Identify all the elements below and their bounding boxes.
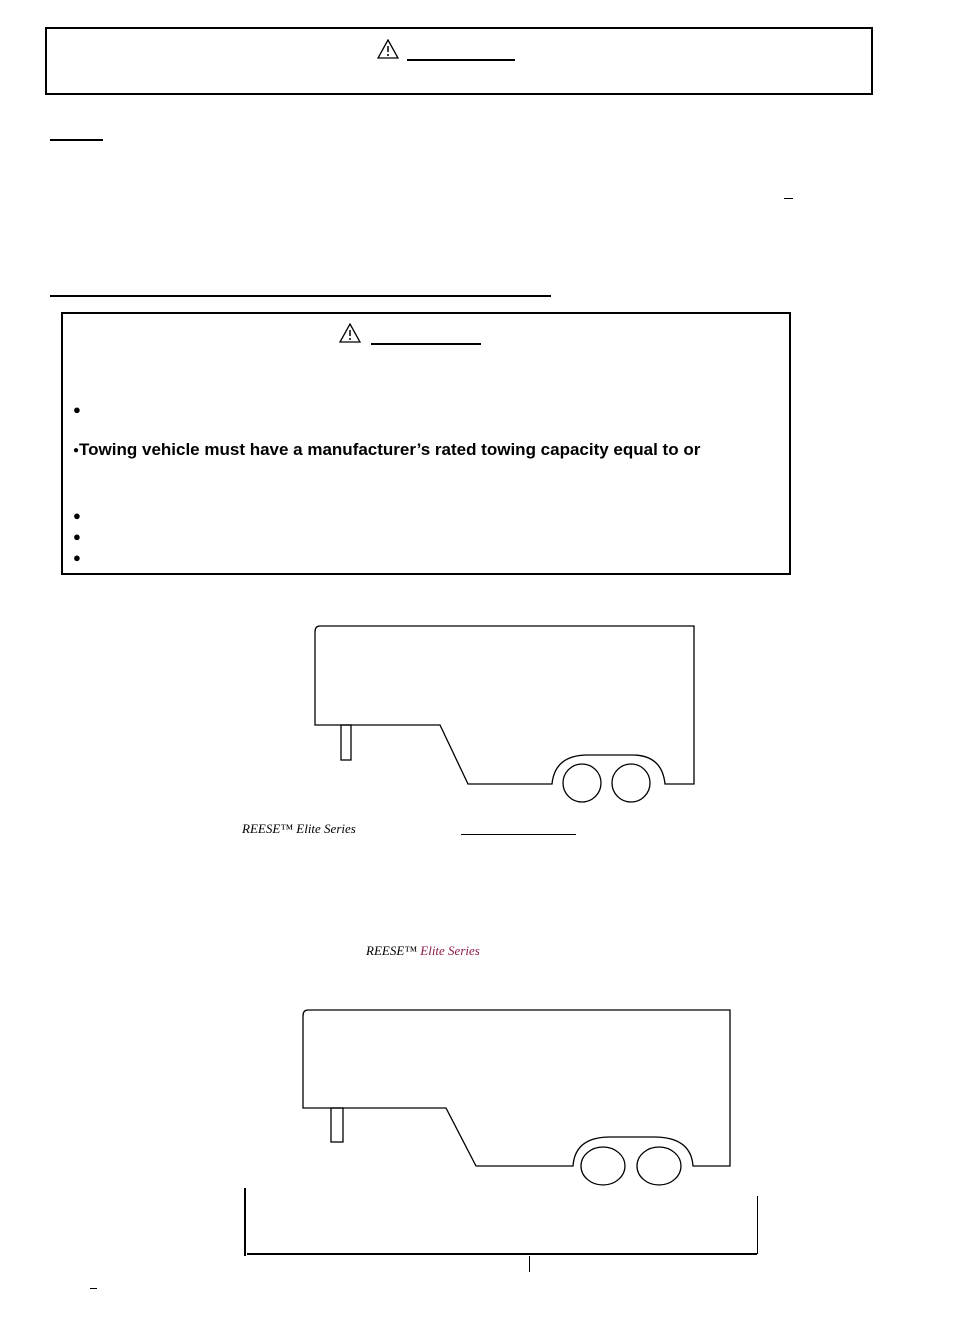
dimension-bracket-left: [244, 1188, 246, 1256]
warning-box-requirements: [61, 312, 791, 575]
dimension-bracket-right: [757, 1196, 758, 1254]
brand-name: REESE™: [366, 943, 418, 958]
warning-heading-underline: [371, 343, 481, 345]
bullet-dot-icon: ●: [73, 508, 81, 523]
fifth-wheel-trailer-illustration: [298, 1006, 734, 1190]
bullet-dot-icon: ●: [73, 529, 81, 544]
dimension-center-tick: [529, 1256, 530, 1272]
bullet-dot-icon: ●: [73, 445, 80, 457]
bullet-dot-icon: ●: [73, 402, 81, 417]
dash-mark: [90, 1288, 97, 1289]
warning-heading-underline: [407, 59, 515, 61]
warning-box-top: [45, 27, 873, 95]
warning-triangle-icon: [377, 39, 399, 59]
figure-caption-product: [366, 943, 480, 959]
section-heading-underline: [50, 139, 103, 141]
series-name: Elite Series: [296, 821, 356, 836]
towing-capacity-requirement: ●Towing vehicle must have a manufacturer’s rated towing capacity equal to or: [73, 440, 701, 459]
brand-name: REESE™: [242, 821, 294, 836]
figure-caption-product: [242, 821, 356, 837]
dimension-bracket-bottom: [247, 1253, 757, 1255]
caption-underline: [461, 834, 576, 835]
series-name: Elite Series: [420, 943, 480, 958]
fifth-wheel-trailer-illustration: [310, 622, 700, 808]
subheading-underline: [50, 295, 551, 297]
bullet-dot-icon: ●: [73, 550, 81, 565]
dash-mark: [784, 198, 793, 199]
warning-triangle-icon: [339, 323, 361, 343]
